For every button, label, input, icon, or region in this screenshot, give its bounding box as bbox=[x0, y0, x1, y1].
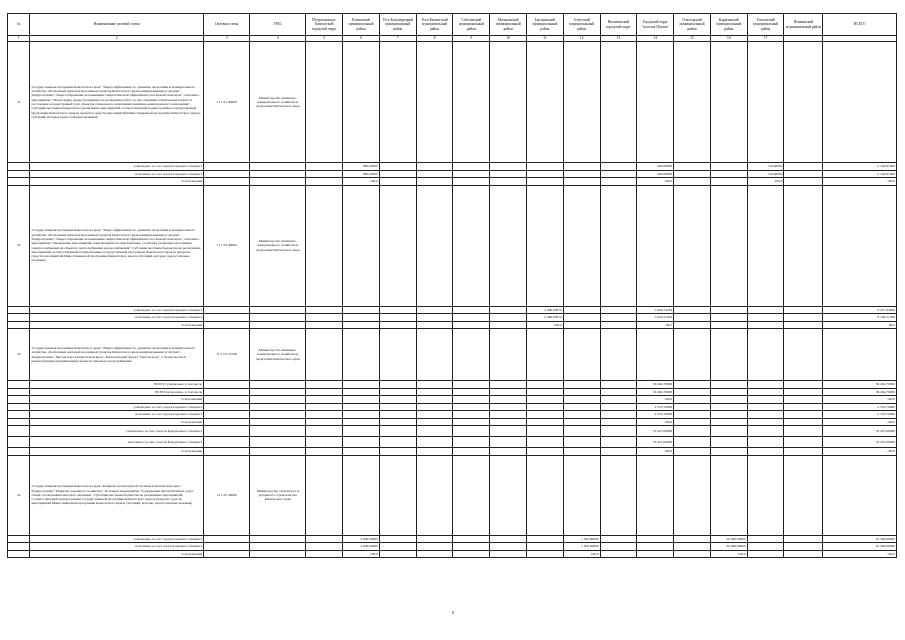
value-cell: 4 000,00000 bbox=[343, 543, 380, 551]
value-cell: 100,0 bbox=[637, 396, 674, 404]
row-label: исполнено за счет средств краевого бюджета bbox=[30, 411, 204, 419]
total-cell: 25 500,00000 bbox=[823, 535, 897, 543]
value-cell: 98,7 bbox=[637, 321, 674, 329]
value-cell: 100,0 bbox=[527, 321, 564, 329]
row-label: исполнено за счет средств краевого бюджета bbox=[30, 314, 204, 322]
executed-row bbox=[8, 314, 897, 322]
col-number: 14 bbox=[637, 36, 674, 42]
value-cell: 2 555,70000 bbox=[637, 411, 674, 419]
planned-row bbox=[8, 535, 897, 543]
budget-table bbox=[7, 13, 897, 558]
total-planned-row bbox=[8, 381, 897, 389]
program-name: Государственная программа Камчатского края "Энергоэффективность, развитие энергетики и коммунального хозяйства, обеспечение жителей населенных пунктов Камчатского края коммунальными услугами", Подпрограмма "Энергосбережение и повышение энергетической эффективности в Камчатском крае", Основное мероприятие "Энергоаудит, предусмотренных на проведение работ по изготовлению технических планов и постановке на кадастровый учет объектов социального назначения жилищно-коммунального назначения", Субсидии местным бюджетам на реализацию мероприятий соответствующей подпрограммы государственной программы Камчатского края (в пределах средств мероприятий Инвестиционной программы Камчатского края и субсидий, которые предоставлены целевым) bbox=[30, 42, 204, 163]
target-code: 12 1 05 40060 bbox=[204, 455, 250, 535]
col-number: 8 bbox=[416, 36, 453, 42]
value-cell: 693,89999 bbox=[637, 163, 674, 171]
value-cell: 100,0 bbox=[637, 448, 674, 456]
col-number: 6 bbox=[343, 36, 380, 42]
report-sheet bbox=[7, 13, 897, 558]
col-number: 3 bbox=[204, 36, 250, 42]
executed-row bbox=[8, 543, 897, 551]
row-label: утверждено за счет средств краевого бюджета bbox=[30, 306, 204, 314]
row-number: 31 bbox=[8, 42, 30, 163]
total-cell: 8 477,03400 bbox=[823, 306, 897, 314]
total-cell: 2 126,91999 bbox=[823, 170, 897, 178]
percent-row bbox=[8, 396, 897, 404]
header-cell: Соболевский муниципальный район bbox=[453, 14, 490, 36]
value-cell: 53 427,00000 bbox=[637, 437, 674, 448]
executed-row bbox=[8, 170, 897, 178]
header-cell: Тигильский муниципальный район bbox=[747, 14, 784, 36]
row-label: утверждено за счет средств краевого бюджета bbox=[30, 403, 204, 411]
row-label: утверждено за счет средств краевого бюджета bbox=[30, 535, 204, 543]
fed-planned-row bbox=[8, 426, 897, 437]
row-number: 32 bbox=[8, 185, 30, 306]
row-label: % исполнения bbox=[30, 418, 204, 426]
percent-row bbox=[8, 178, 897, 186]
percent-row bbox=[8, 448, 897, 456]
row-label: % исполнения bbox=[30, 550, 204, 558]
row-label: исполнено за счет средств федерального бюджета bbox=[30, 437, 204, 448]
total-cell: 56 262,70000 bbox=[823, 388, 897, 396]
row-label: % исполнения bbox=[30, 448, 204, 456]
header-cell: Олюторский муниципальный район bbox=[674, 14, 711, 36]
grbs-name: Министерство транспорта и дорожного строительства Камчатского края bbox=[250, 455, 306, 535]
row-label: ВСЕГО утверждено в том числе bbox=[30, 381, 204, 389]
row-label: утверждено за счет средств федерального бюджета bbox=[30, 426, 204, 437]
total-cell: 2 126,91999 bbox=[823, 163, 897, 171]
percent-row bbox=[8, 550, 897, 558]
fed-executed-row bbox=[8, 437, 897, 448]
value-cell: 4 000,00000 bbox=[343, 535, 380, 543]
row-label: % исполнения bbox=[30, 178, 204, 186]
row-label: утверждено за счет средств краевого бюджета bbox=[30, 163, 204, 171]
header-cell: Пенжинский муниципальный район bbox=[784, 14, 823, 36]
grbs-name: Министерство жилищно-коммунального хозяйства и энергетики Камчатского края bbox=[250, 185, 306, 306]
header-cell: Алеутский муниципальный район bbox=[563, 14, 600, 36]
header-cell: Петропавловск-Камчатский городской округ bbox=[306, 14, 343, 36]
target-code: 11 2 G5 52430 bbox=[204, 329, 250, 381]
value-cell: 2 366,93970 bbox=[527, 314, 564, 322]
col-number: 16 bbox=[710, 36, 747, 42]
row-number: 34 bbox=[8, 455, 30, 535]
planned-row bbox=[8, 403, 897, 411]
value-cell: 100,0 bbox=[343, 178, 380, 186]
value-cell: 100,0 bbox=[343, 550, 380, 558]
value-cell: 1 500,00000 bbox=[563, 535, 600, 543]
total-cell: 100,0 bbox=[823, 418, 897, 426]
program-row bbox=[8, 42, 897, 163]
col-number: 4 bbox=[250, 36, 306, 42]
page-number: 8 bbox=[452, 610, 455, 615]
value-cell: 100,0 bbox=[637, 418, 674, 426]
header-cell: Быстринский муниципальный район bbox=[527, 14, 564, 36]
header-cell: ГРБС bbox=[250, 14, 306, 36]
value-cell: 885,00000 bbox=[343, 170, 380, 178]
total-cell: 100,0 bbox=[823, 550, 897, 558]
value-cell: 2 555,70000 bbox=[637, 403, 674, 411]
value-cell: 5 092,72184 bbox=[637, 306, 674, 314]
total-cell: 8 194,21500 bbox=[823, 314, 897, 322]
header-cell: Елизовский муниципальный район bbox=[343, 14, 380, 36]
col-number: 13 bbox=[600, 36, 637, 42]
col-number: 17 bbox=[747, 36, 784, 42]
percent-row bbox=[8, 418, 897, 426]
header-cell: Усть-Камчатский муниципальный район bbox=[416, 14, 453, 36]
col-number: 7 bbox=[379, 36, 416, 42]
header-cell: Мильковский муниципальный район bbox=[490, 14, 527, 36]
executed-row bbox=[8, 411, 897, 419]
row-label: % исполнения bbox=[30, 396, 204, 404]
program-name: Государственная программа Камчатского края "Энергоэффективность, развитие энергетики и коммунального хозяйства, обеспечение жителей населенных пунктов Камчатского края коммунальными услугами", Подпрограмма "Чистая вода в Камчатском крае", Региональный проект "Чистая вода", Строительство и реконструкция (модернизация) объектов питьевого водоснабжения bbox=[30, 329, 204, 381]
total-cell: 100,0 bbox=[823, 178, 897, 186]
value-cell: 100,0 bbox=[563, 550, 600, 558]
value-cell: 56 262,70000 bbox=[637, 388, 674, 396]
header-cell: Целевая статья bbox=[204, 14, 250, 36]
row-label: % исполнения bbox=[30, 321, 204, 329]
header-cell: Вилючинский городской округ bbox=[600, 14, 637, 36]
grbs-name: Министерство жилищно-коммунального хозяйства и энергетики Камчатского края bbox=[250, 329, 306, 381]
header-cell: № bbox=[8, 14, 30, 36]
value-cell: 510,00000 bbox=[747, 163, 784, 171]
value-cell: 20 000,00000 bbox=[710, 543, 747, 551]
total-cell: 2 555,70000 bbox=[823, 403, 897, 411]
total-executed-row bbox=[8, 388, 897, 396]
target-code: 11 1 03 40060 bbox=[204, 185, 250, 306]
total-cell: 56 262,70000 bbox=[823, 381, 897, 389]
col-number: 5 bbox=[306, 36, 343, 42]
row-number: 33 bbox=[8, 329, 30, 381]
program-row bbox=[8, 455, 897, 535]
header-cell: Наименование целевой статьи bbox=[30, 14, 204, 36]
col-number: 2 bbox=[30, 36, 204, 42]
planned-row bbox=[8, 306, 897, 314]
total-cell: 100,0 bbox=[823, 396, 897, 404]
header-cell: Карагинский муниципальный район bbox=[710, 14, 747, 36]
col-number: 10 bbox=[490, 36, 527, 42]
value-cell: 5 025,51452 bbox=[637, 314, 674, 322]
total-cell: 53 427,00000 bbox=[823, 437, 897, 448]
value-cell: 53 427,00000 bbox=[637, 426, 674, 437]
planned-row bbox=[8, 163, 897, 171]
header-cell: Городской округ "поселок Палана" bbox=[637, 14, 674, 36]
col-number: 11 bbox=[527, 36, 564, 42]
col-number: 15 bbox=[674, 36, 711, 42]
total-cell: 99,3 bbox=[823, 321, 897, 329]
col-number: 9 bbox=[453, 36, 490, 42]
program-name: Государственная программа Камчатского края "Энергоэффективность, развитие энергетики и коммунального хозяйства, обеспечение жителей населенных пунктов Камчатского края коммунальными услугами", Подпрограмма "Энергосбережение и повышение энергетической эффективности в Камчатском крае", Основное мероприятие "Проведение мероприятий, направленных на приобретение, установку резервных источников электроснабжения на объектах теплоснабжения и водоснабжения", Субсидии местным бюджетам на реализацию мероприятий соответствующей подпрограммы государственной программы Камчатского края (в пределах средств мероприятий Инвестиционной программы Камчатского края и субсидий, которые предоставлены целевым) bbox=[30, 185, 204, 306]
program-row bbox=[8, 185, 897, 306]
target-code: 11 1 01 40060 bbox=[204, 42, 250, 163]
value-cell: 56 262,70000 bbox=[637, 381, 674, 389]
col-number: 1 bbox=[8, 36, 30, 42]
program-row bbox=[8, 329, 897, 381]
value-cell: 885,00000 bbox=[343, 163, 380, 171]
grbs-name: Министерство жилищно-коммунального хозяйства и энергетики Камчатского края bbox=[250, 42, 306, 163]
col-number: 12 bbox=[563, 36, 600, 42]
total-cell: 100,0 bbox=[823, 448, 897, 456]
value-cell: 20 000,00000 bbox=[710, 535, 747, 543]
value-cell: 1 500,00000 bbox=[563, 543, 600, 551]
total-cell: 25 500,00000 bbox=[823, 543, 897, 551]
row-label: исполнено за счет средств краевого бюджета bbox=[30, 543, 204, 551]
value-cell: 693,89999 bbox=[637, 170, 674, 178]
value-cell: 100,0 bbox=[747, 178, 784, 186]
row-label: ВСЕГО исполнено, в том числе bbox=[30, 388, 204, 396]
total-cell: 2 555,70000 bbox=[823, 411, 897, 419]
percent-row bbox=[8, 321, 897, 329]
value-cell: 100,0 bbox=[637, 178, 674, 186]
row-label: исполнено за счет средств краевого бюджета bbox=[30, 170, 204, 178]
total-cell: 53 427,00000 bbox=[823, 426, 897, 437]
program-name: Государственная программа Камчатского края "Развитие транспортной системы в Камчатском крае", Подпрограмма "Развитие дорожного хозяйства", Основное мероприятие "Содержание автомобильных дорог общего пользования местного значения", Субсидии местным бюджетам на реализацию мероприятий соответствующей подпрограммы государственной программы Камчатского края (в пределах средств мероприятий Инвестиционной программы Камчатского края и субсидий, которые предоставлены целевым) bbox=[30, 455, 204, 535]
header-row bbox=[8, 14, 897, 36]
header-cell: ВСЕГО bbox=[823, 14, 897, 36]
value-cell: 510,00000 bbox=[747, 170, 784, 178]
value-cell: 2 366,93970 bbox=[527, 306, 564, 314]
header-cell: Усть-Большерецкий муниципальный район bbox=[379, 14, 416, 36]
value-cell: 100,0 bbox=[710, 550, 747, 558]
